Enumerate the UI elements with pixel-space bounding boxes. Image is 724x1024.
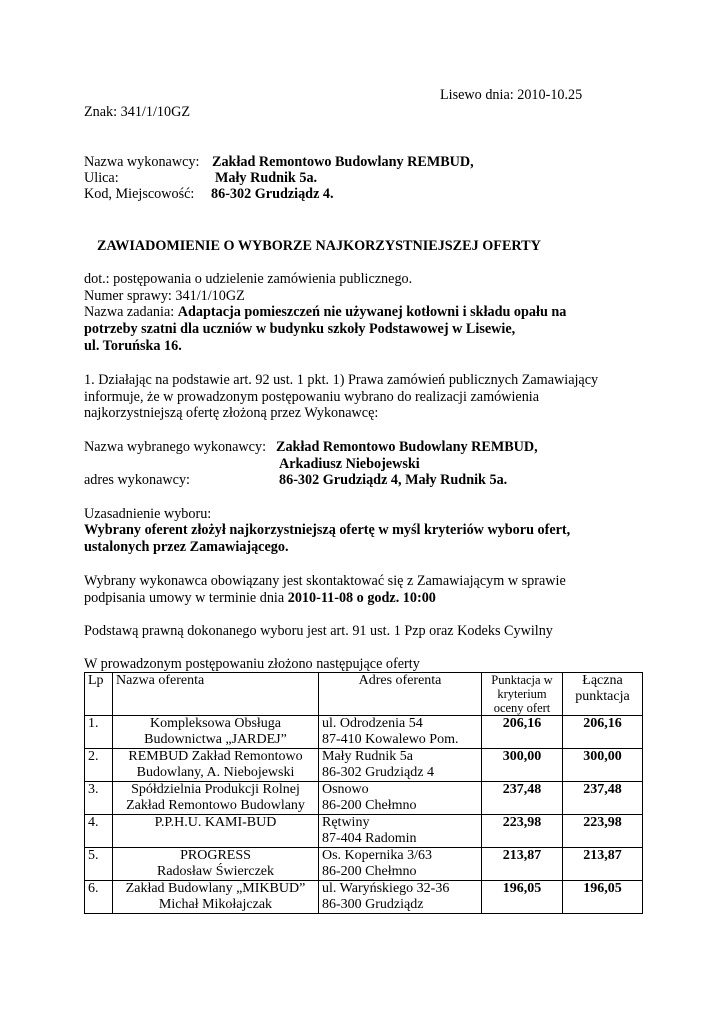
row-score: 237,48 xyxy=(482,782,563,815)
header-score xyxy=(482,673,563,716)
row-name xyxy=(113,815,319,848)
contractor-city-line xyxy=(84,186,334,203)
contact-line-2-prefix: podpisania umowy w terminie dnia xyxy=(84,590,288,606)
header-name: Nazwa oferenta xyxy=(113,673,319,716)
selected-address-label: adres wykonawcy: xyxy=(84,472,190,488)
row-name xyxy=(113,881,319,914)
table-row xyxy=(85,716,643,749)
contractor-street-line xyxy=(84,170,318,187)
contractor-street-label: Ulica: xyxy=(84,170,119,186)
justification-label: Uzasadnienie wyboru: xyxy=(84,506,212,522)
selected-address-line xyxy=(84,472,508,489)
row-name-2: Zakład Remontowo Budowlany xyxy=(126,798,305,813)
selected-name-value-2: Arkadiusz Niebojewski xyxy=(279,456,420,472)
row-address-1: ul. Odrodzenia 54 xyxy=(322,716,423,731)
contact-line-2 xyxy=(84,590,436,607)
header-score-3: oceny ofert xyxy=(493,701,551,715)
row-address xyxy=(319,881,482,914)
paragraph-1-line-2: informuje, że w prowadzonym postępowaniu wybrano do realizacji zamówienia xyxy=(84,389,540,405)
row-score: 196,05 xyxy=(482,881,563,914)
table-row xyxy=(85,881,643,914)
row-score: 206,16 xyxy=(482,716,563,749)
task-text-3: ul. Toruńska 16. xyxy=(84,338,182,354)
row-name xyxy=(113,716,319,749)
header-score-2: kryterium xyxy=(497,687,547,701)
task-line-1 xyxy=(84,304,566,321)
row-address-2: 86-200 Chełmno xyxy=(322,798,417,813)
header-address: Adres oferenta xyxy=(319,673,482,716)
row-lp: 2. xyxy=(85,749,113,782)
row-address xyxy=(319,749,482,782)
contact-line-1: Wybrany wykonawca obowiązany jest skontaktować się z Zamawiającym w sprawie xyxy=(84,573,566,589)
task-label: Nazwa zadania: xyxy=(84,304,178,320)
row-address-1: Mały Rudnik 5a xyxy=(322,749,413,764)
row-lp: 6. xyxy=(85,881,113,914)
selected-name-line xyxy=(84,439,538,456)
selected-name-value-1: Zakład Remontowo Budowlany REMBUD, xyxy=(276,439,538,455)
header-lp: Lp xyxy=(85,673,113,716)
row-address xyxy=(319,782,482,815)
subject-line-1: dot.: postępowania o udzielenie zamówienia publicznego. xyxy=(84,271,413,287)
row-lp: 3. xyxy=(85,782,113,815)
contact-date-time: 2010-11-08 o godz. 10:00 xyxy=(287,590,436,606)
row-score: 223,98 xyxy=(482,815,563,848)
justification-line-2: ustalonych przez Zamawiającego. xyxy=(84,539,289,555)
row-total: 237,48 xyxy=(563,782,643,815)
row-name-1: PROGRESS xyxy=(180,848,251,863)
selected-name-label: Nazwa wybranego wykonawcy: xyxy=(84,439,267,455)
row-total: 206,16 xyxy=(563,716,643,749)
table-header-row xyxy=(85,673,643,716)
row-address xyxy=(319,848,482,881)
offers-table xyxy=(84,672,643,914)
row-address-2: 86-300 Grudziądz xyxy=(322,897,424,912)
contractor-name-value: Zakład Remontowo Budowlany REMBUD, xyxy=(212,154,474,170)
paragraph-1-line-1: 1. Działając na podstawie art. 92 ust. 1 pkt. 1) Prawa zamówień publicznych Zamawiający xyxy=(84,372,599,388)
row-address xyxy=(319,716,482,749)
row-lp: 5. xyxy=(85,848,113,881)
row-address-2: 86-200 Chełmno xyxy=(322,864,417,879)
row-name-1: P.P.H.U. KAMI-BUD xyxy=(154,815,277,830)
table-row xyxy=(85,815,643,848)
contractor-city-label: Kod, Miejscowość: xyxy=(84,186,195,202)
reference-number: Znak: 341/1/10GZ xyxy=(84,104,190,120)
row-address xyxy=(319,815,482,848)
legal-basis: Podstawą prawną dokonanego wyboru jest art. 91 ust. 1 Pzp oraz Kodeks Cywilny xyxy=(84,623,553,639)
document-date: Lisewo dnia: 2010-10.25 xyxy=(440,87,583,103)
table-row xyxy=(85,848,643,881)
row-score: 300,00 xyxy=(482,749,563,782)
row-name-1: Zakład Budowlany „MIKBUD” xyxy=(125,881,306,896)
contractor-name-label: Nazwa wykonawcy: xyxy=(84,154,200,170)
row-total: 223,98 xyxy=(563,815,643,848)
row-name xyxy=(113,848,319,881)
row-name-2: Michał Mikołajczak xyxy=(158,897,273,912)
row-name-1: Kompleksowa Obsługa xyxy=(149,716,282,731)
task-text-2: potrzeby szatni dla uczniów w budynku szkoły Podstawowej w Lisewie, xyxy=(84,321,516,337)
row-name-2: Budownictwa „JARDEJ” xyxy=(144,732,287,747)
contractor-city-value: 86-302 Grudziądz 4. xyxy=(211,186,334,202)
row-lp: 1. xyxy=(85,716,113,749)
header-total-2: punktacja xyxy=(575,689,630,704)
row-total: 213,87 xyxy=(563,848,643,881)
row-name-2: Budowlany, A. Niebojewski xyxy=(136,765,295,780)
row-address-1: Os. Kopernika 3/63 xyxy=(322,848,433,863)
contractor-street-value: Mały Rudnik 5a. xyxy=(215,170,318,186)
case-number: Numer sprawy: 341/1/10GZ xyxy=(84,288,245,304)
row-name-2: Radosław Świerczek xyxy=(156,864,275,879)
row-address-2: 87-410 Kowalewo Pom. xyxy=(322,732,459,747)
contractor-name-line xyxy=(84,154,474,171)
justification-line-1: Wybrany oferent złożył najkorzystniejszą ofertę w myśl kryteriów wyboru ofert, xyxy=(84,522,571,538)
row-total: 300,00 xyxy=(563,749,643,782)
row-address-1: Rętwiny xyxy=(322,815,370,830)
row-address-2: 87-404 Radomin xyxy=(322,831,417,846)
document-title: ZAWIADOMIENIE O WYBORZE NAJKORZYSTNIEJSZEJ OFERTY xyxy=(97,238,541,254)
row-name-1: REMBUD Zakład Remontowo xyxy=(128,749,303,764)
paragraph-1-line-3: najkorzystniejszą ofertę złożoną przez Wykonawcę: xyxy=(84,405,379,421)
offers-intro: W prowadzonym postępowaniu złożono następujące oferty xyxy=(84,656,420,672)
row-lp: 4. xyxy=(85,815,113,848)
row-address-1: Osnowo xyxy=(322,782,369,797)
row-address-1: ul. Waryńskiego 32-36 xyxy=(322,881,450,896)
row-name xyxy=(113,782,319,815)
header-total xyxy=(563,673,643,716)
header-total-1: Łączna xyxy=(582,673,623,688)
row-total: 196,05 xyxy=(563,881,643,914)
row-name-1: Spółdzielnia Produkcji Rolnej xyxy=(131,782,300,797)
selected-address-value: 86-302 Grudziądz 4, Mały Rudnik 5a. xyxy=(279,472,508,488)
task-text-1: Adaptacja pomieszczeń nie używanej kotłowni i składu opału na xyxy=(177,304,567,320)
row-score: 213,87 xyxy=(482,848,563,881)
row-address-2: 86-302 Grudziądz 4 xyxy=(322,765,434,780)
row-name xyxy=(113,749,319,782)
table-row xyxy=(85,782,643,815)
header-score-1: Punktacja w xyxy=(491,673,553,687)
table-row xyxy=(85,749,643,782)
